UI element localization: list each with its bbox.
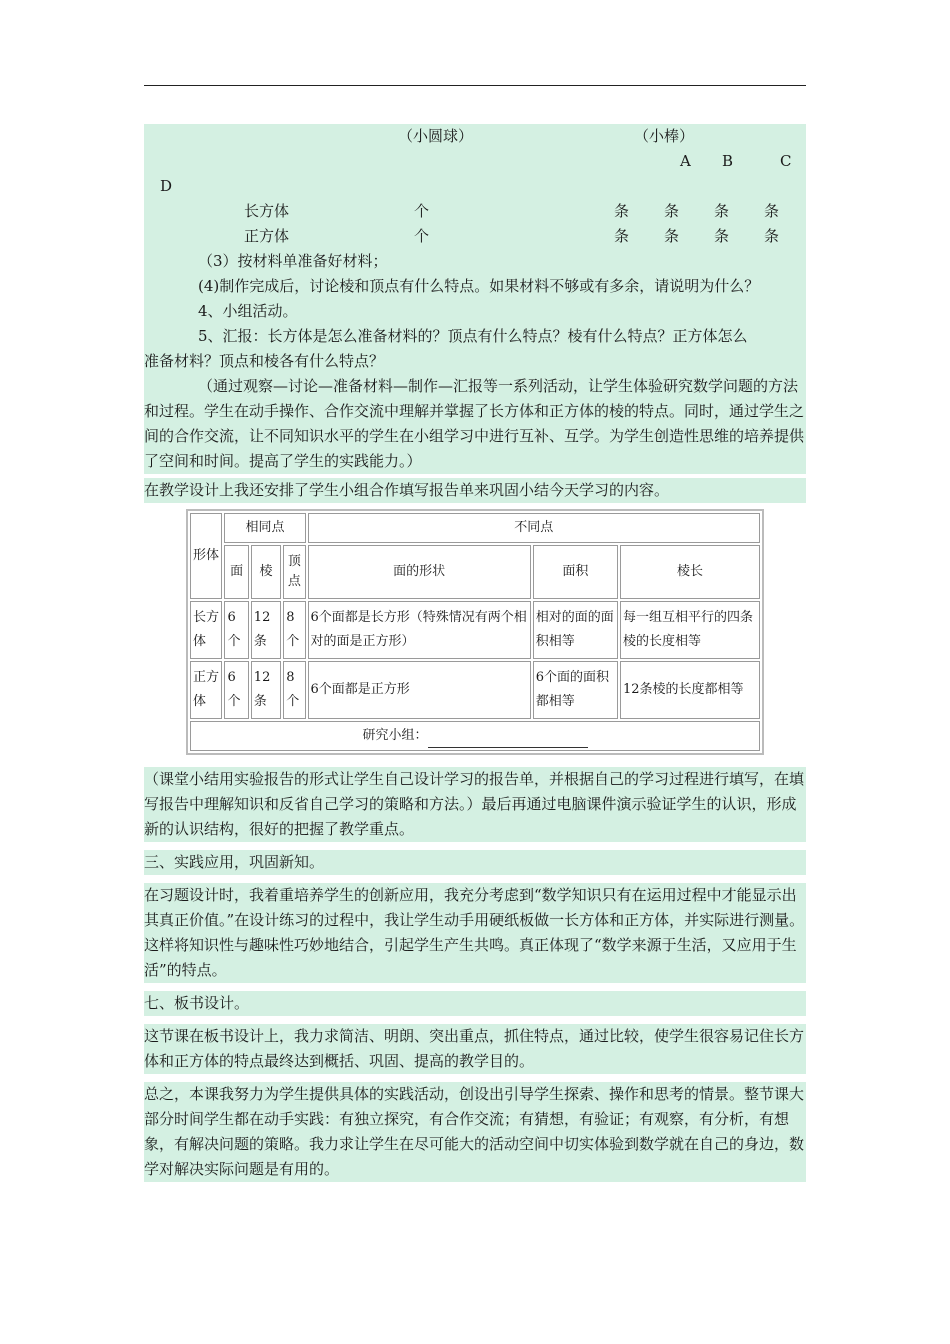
th-face-shape: 面的形状: [308, 545, 531, 599]
th-vertex: 顶点: [283, 545, 305, 599]
row-cuboid-label: 长方体: [244, 202, 290, 220]
th-edge: 棱: [251, 545, 281, 599]
th-edge-length: 棱长: [620, 545, 760, 599]
conclusion-paragraph: 总之，本课我努力为学生提供具体的实践活动，创设出引导学生探索、操作和思考的情景。整节课大部分时间学生都在动手实践：有独立探究，有合作交流；有猜想，有验证；有观察，有分析，有想象，有解决问题的策略。我力求让学生在尽可能大的活动空间中切实体验到数学就在自己的身边，数学对解决实际问题是有用的。: [144, 1082, 806, 1182]
cell-area: 6个面的面积都相等: [533, 661, 618, 719]
heading-board-design: 七、板书设计。: [144, 991, 806, 1016]
board-design-paragraph: 这节课在板书设计上，我力求简洁、明朗、突出重点，抓住特点，通过比较，使学生很容易记住长方体和正方体的特点最终达到概括、巩固、提高的教学目的。: [144, 1024, 806, 1074]
cell-shape: 长方体: [190, 601, 222, 659]
cell-edge-length: 12条棱的长度都相等: [620, 661, 760, 719]
row-cuboid-stick-a: 条: [614, 202, 630, 220]
th-diff: 不同点: [308, 513, 760, 543]
table-row: [190, 661, 760, 719]
row-cube-label: 正方体: [244, 227, 290, 245]
step-4: (4)制作完成后，讨论棱和顶点有什么特点。如果材料不够或有多余，请说明为什么？: [198, 277, 760, 295]
row-cube-ball-unit: 个: [414, 227, 430, 245]
row-cube-stick-a: 条: [614, 227, 630, 245]
header-rule: [144, 85, 806, 86]
row-cube-stick-b: 条: [664, 227, 680, 245]
step-report-a: 5、汇报：长方体是怎么准备材料的？顶点有什么特点？棱有什么特点？正方体怎么: [198, 327, 748, 345]
cell-face-shape: 6个面都是正方形: [308, 661, 531, 719]
cell-edge: 12条: [251, 601, 281, 659]
group-label: 研究小组：: [362, 728, 428, 743]
activity-note: （通过观察—讨论—准备材料—制作—汇报等一系列活动，让学生体验研究数学问题的方法和过程。学生在动手操作、合作交流中理解并掌握了长方体和正方体的棱的特点。同时，通过学生之间的合作交流，让不同知识水平的学生在小组学习中进行互补、互学。为学生创造性思维的培养提供了空间和时间。提高了学生的实践能力。）: [144, 377, 805, 470]
letter-d: D: [160, 177, 173, 195]
row-cube-stick-d: 条: [764, 227, 780, 245]
practice-paragraph: 在习题设计时，我着重培养学生的创新应用，我充分考虑到“数学知识只有在运用过程中才能显示出其真正价值。”在设计练习的过程中，我让学生动手用硬纸板做一长方体和正方体，并实际进行测量。这样将知识性与趣味性巧妙地结合，引起学生产生共鸣。真正体现了“数学来源于生活，又应用于生活”的特点。: [144, 883, 806, 983]
cell-face: 6个: [224, 661, 248, 719]
summary-paragraph: （课堂小结用实验报告的形式让学生自己设计学习的报告单，并根据自己的学习过程进行填写，在填写报告中理解知识和反省自己学习的策略和方法。）最后再通过电脑课件演示验证学生的认识，形成新的认识结构，很好的把握了教学重点。: [144, 767, 806, 842]
col-stick-label: （小棒）: [634, 127, 695, 145]
letter-c: C: [780, 152, 792, 170]
th-same: 相同点: [224, 513, 305, 543]
row-cube-stick-c: 条: [714, 227, 730, 245]
cell-face-shape: 6个面都是长方形（特殊情况有两个相对的面是正方形）: [308, 601, 531, 659]
design-note-text: 在教学设计上我还安排了学生小组合作填写报告单来巩固小结今天学习的内容。: [144, 481, 670, 499]
design-note: [144, 478, 806, 503]
cell-area: 相对的面的面积相等: [533, 601, 618, 659]
body-section: [144, 767, 806, 1182]
th-area: 面积: [533, 545, 618, 599]
cell-edge: 12条: [251, 661, 281, 719]
row-cuboid-stick-d: 条: [764, 202, 780, 220]
cell-edge-length: 每一组互相平行的四条棱的长度相等: [620, 601, 760, 659]
group-signature-row: [190, 721, 760, 751]
cell-vertex: 8个: [283, 661, 305, 719]
report-table: [186, 509, 764, 755]
cell-shape: 正方体: [190, 661, 222, 719]
letter-a: A: [680, 152, 691, 170]
materials-section: [144, 124, 806, 474]
col-ball-label: （小圆球）: [398, 127, 474, 145]
letter-b: B: [722, 152, 734, 170]
row-cuboid-stick-b: 条: [664, 202, 680, 220]
cell-face: 6个: [224, 601, 248, 659]
row-cuboid-stick-c: 条: [714, 202, 730, 220]
th-face: 面: [224, 545, 248, 599]
th-shape: 形体: [190, 513, 222, 599]
table-row: [190, 601, 760, 659]
step-report-b: 准备材料？顶点和棱各有什么特点？: [144, 352, 385, 370]
step-group-activity: 4、小组活动。: [198, 302, 298, 320]
row-cuboid-ball-unit: 个: [414, 202, 430, 220]
group-signature-line: [428, 733, 588, 748]
cell-vertex: 8个: [283, 601, 305, 659]
heading-practice: 三、实践应用，巩固新知。: [144, 850, 806, 875]
step-3: （3）按材料单准备好材料；: [198, 252, 388, 270]
